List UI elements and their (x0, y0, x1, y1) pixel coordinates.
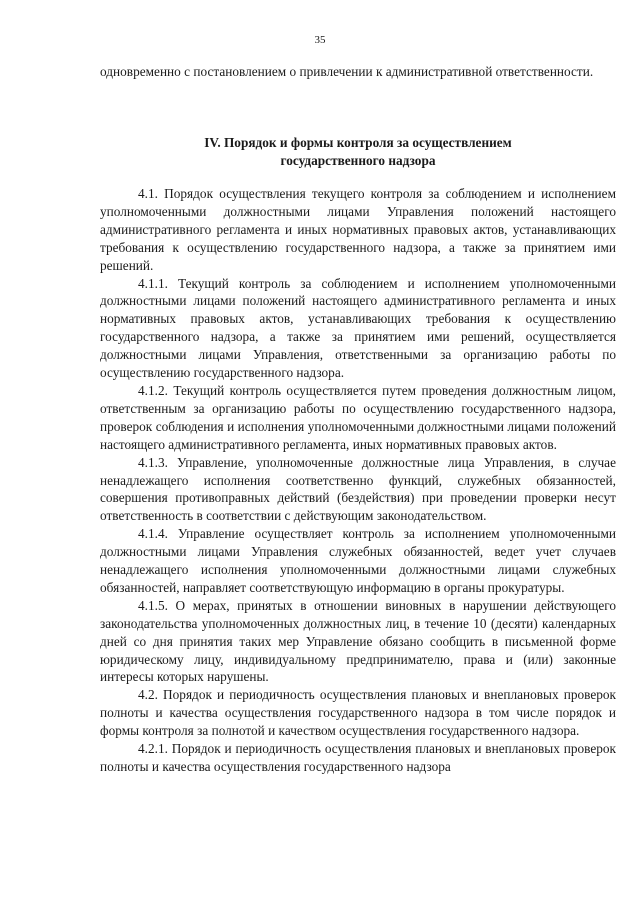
paragraph-4-1-2: 4.1.2. Текущий контроль осуществляется путем проведения должностным лицом, ответственным за организацию работы по осуществлению государственного надзора, проверок соблюдения и исполнения уполномоченными должностными лицами положений настоящего административного регламента, иных нормативных правовых актов. (100, 382, 616, 452)
section-heading (100, 134, 616, 170)
paragraph-4-1-4: 4.1.4. Управление осуществляет контроль за исполнением уполномоченными должностными лицами Управления служебных обязанностей, ведет учет случаев ненадлежащего исполнения уполномоченными должностными лицами служебных обязанностей, направляет соответствующую информацию в органы прокуратуры. (100, 526, 616, 595)
section-body (100, 185, 616, 776)
paragraph-4-1-3: 4.1.3. Управление, уполномоченные должностные лица Управления, в случае ненадлежащего исполнения соответственно функций, служебных обязанностей, совершения противоправных действий (бездействия) при проведении проверки несут ответственность в соответствии с действующим законодательством. (100, 454, 616, 524)
intro-paragraph: одновременно с постановлением о привлечении к административной ответственности. (100, 64, 594, 79)
section-heading-line-1: IV. Порядок и формы контроля за осуществлением (204, 135, 512, 150)
paragraph-4-1: 4.1. Порядок осуществления текущего контроля за соблюдением и исполнением уполномоченными должностными лицами Управления положений настоящего административного регламента и иных нормативных правовых актов, устанавливающих требования к осуществлению государственного надзора, а также за принятием ими решений. (100, 186, 616, 273)
paragraph-4-1-1: 4.1.1. Текущий контроль за соблюдением и исполнением уполномоченными должностными лицами положений настоящего административного регламента и иных нормативных правовых актов, устанавливающих требования к осуществлению государственного надзора, а также за принятием ими решений, осуществляется должностными лицами Управления, ответственными за организацию работы по осуществлению государственного надзора. (100, 275, 616, 381)
section-heading-line-2: государственного надзора (280, 152, 436, 168)
paragraph-4-2: 4.2. Порядок и периодичность осуществления плановых и внеплановых проверок полноты и качества осуществления государственного надзора в том числе порядок и формы контроля за полнотой и качеством осуществления государственного надзора. (100, 687, 616, 739)
paragraph-4-1-5: 4.1.5. О мерах, принятых в отношении виновных в нарушении действующего законодательства уполномоченных должностных лиц, в течение 10 (десяти) календарных дней со дня принятия таких мер Управление обязано сообщить в письменной форме юридическому лицу, индивидуальному предпринимателю, права и (или) законные интересы которых нарушены. (100, 597, 616, 685)
paragraph-4-2-1: 4.2.1. Порядок и периодичность осуществления плановых и внеплановых проверок полноты и качества осуществления государственного надзора (100, 741, 616, 774)
intro-text-block (100, 63, 616, 81)
page-number: 35 (314, 34, 326, 46)
